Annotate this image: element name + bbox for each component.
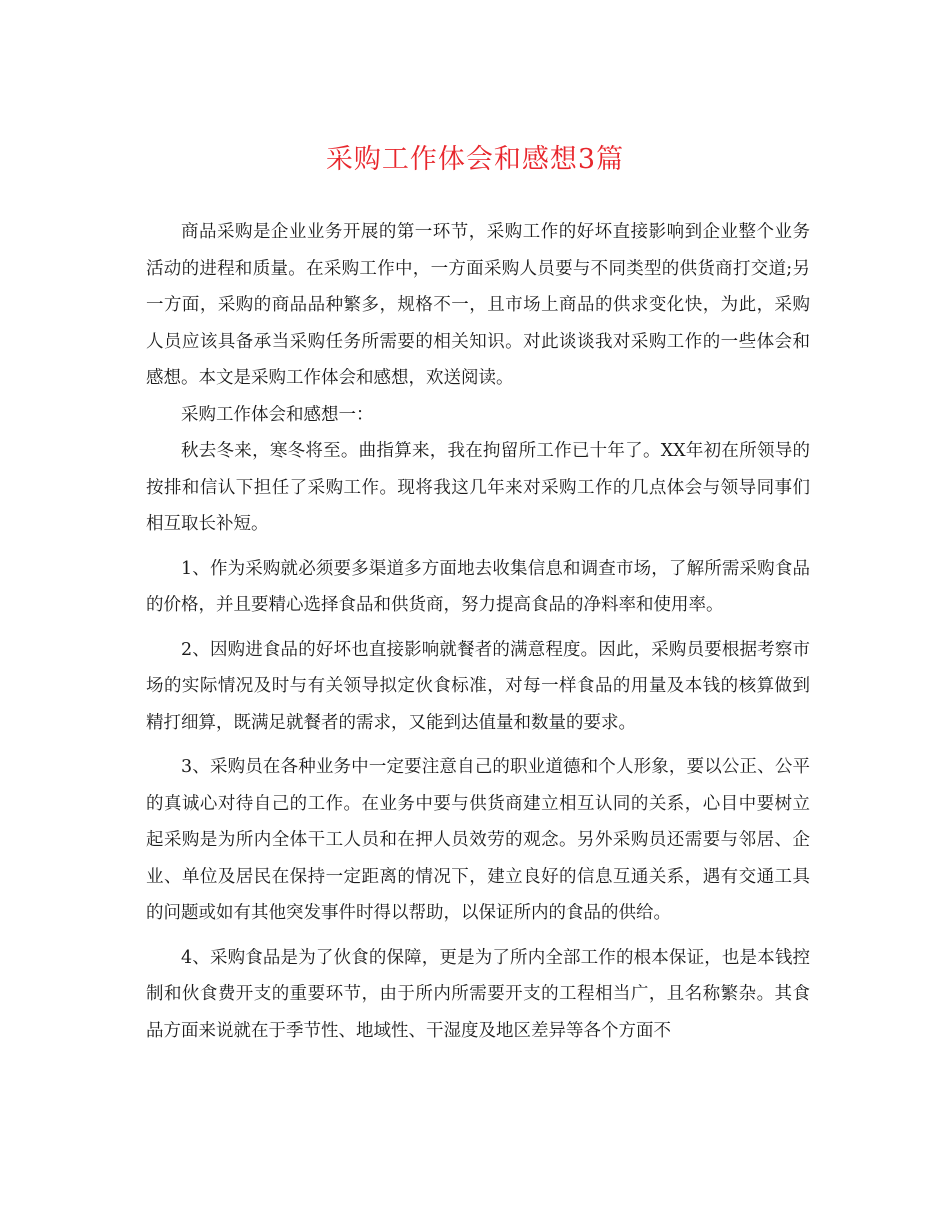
document-title: 采购工作体会和感想3篇 xyxy=(325,144,625,175)
document-body xyxy=(146,214,810,1049)
paragraph-point-2: 2、因购进食品的好坏也直接影响就餐者的满意程度。因此，采购员要根据考察市场的实际情况及时与有关领导拟定伙食标准，对每一样食品的用量及本钱的核算做到精打细算，既满足就餐者的需求，又能到达值量和数量的要求。 xyxy=(146,639,810,733)
paragraph-intro: 商品采购是企业业务开展的第一环节，采购工作的好坏直接影响到企业整个业务活动的进程和质量。在采购工作中，一方面采购人员要与不同类型的供货商打交道;另一方面，采购的商品品种繁多，规格不一，且市场上商品的供求变化快，为此，采购人员应该具备承当采购任务所需要的相关知识。对此谈谈我对采购工作的一些体会和感想。本文是采购工作体会和感想，欢送阅读。 xyxy=(146,222,810,388)
paragraph-point-4: 4、采购食品是为了伙食的保障，更是为了所内全部工作的根本保证，也是本钱控制和伙食费开支的重要环节，由于所内所需要开支的工程相当广，且名称繁杂。其食品方面来说就在于季节性、地域性、干湿度及地区差异等各个方面不 xyxy=(146,947,810,1041)
paragraph-point-3: 3、采购员在各种业务中一定要注意自己的职业道德和个人形象，要以公正、公平的真诚心对待自己的工作。在业务中要与供货商建立相互认同的关系，心目中要树立起采购是为所内全体干工人员和在押人员效劳的观念。另外采购员还需要与邻居、企业、单位及居民在保持一定距离的情况下，建立良好的信息互通关系，遇有交通工具的问题或如有其他突发事件时得以帮助，以保证所内的食品的供给。 xyxy=(146,757,810,923)
paragraph-section-heading: 采购工作体会和感想一： xyxy=(181,404,374,425)
paragraph-point-1: 1、作为采购就必须要多渠道多方面地去收集信息和调查市场，了解所需采购食品的价格，并且要精心选择食品和供货商，努力提高食品的净料率和使用率。 xyxy=(146,558,810,615)
paragraph-opening: 秋去冬来，寒冬将至。曲指算来，我在拘留所工作已十年了。XX年初在所领导的按排和信认下担任了采购工作。现将我这几年来对采购工作的几点体会与领导同事们相互取长补短。 xyxy=(146,441,810,534)
